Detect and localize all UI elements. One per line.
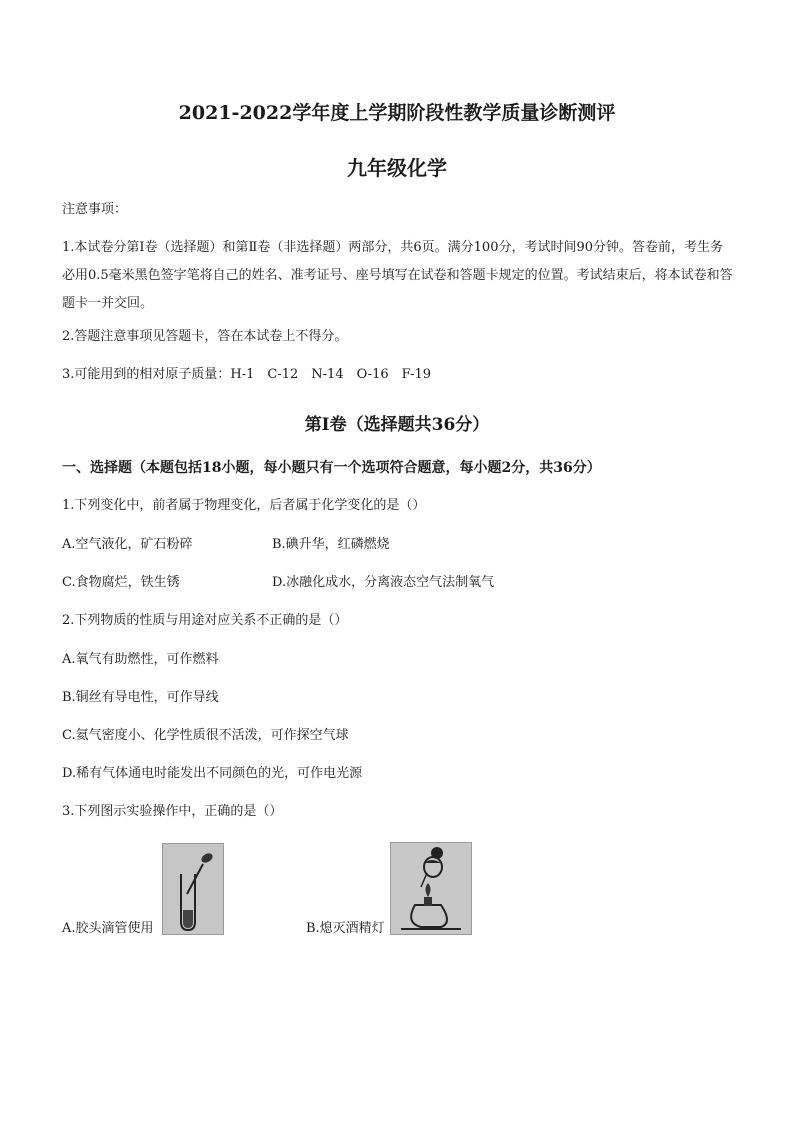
question-2-stem: 2.下列物质的性质与用途对应关系不正确的是（） bbox=[62, 613, 348, 628]
exam-subject: 九年级化学 bbox=[347, 156, 447, 180]
alcohol-lamp-icon bbox=[391, 843, 471, 934]
question-2-option-a: A.氧气有助燃性，可作燃料 bbox=[62, 652, 219, 667]
question-2-option-c: C.氦气密度小、化学性质很不活泼，可作探空气球 bbox=[62, 728, 349, 743]
alcohol-lamp-figure bbox=[390, 842, 472, 935]
question-3-option-b: B.熄灭酒精灯 bbox=[306, 921, 385, 936]
part-heading: 一、选择题（本题包括18小题，每小题只有一个选项符合题意，每小题2分，共36分） bbox=[62, 460, 601, 476]
question-2-option-b: B.铜丝有导电性，可作导线 bbox=[62, 690, 219, 705]
exam-title: 2021-2022学年度上学期阶段性教学质量诊断测评 bbox=[178, 102, 616, 124]
question-1-stem: 1.下列变化中，前者属于物理变化，后者属于化学变化的是（） bbox=[62, 498, 426, 513]
question-3-stem: 3.下列图示实验操作中，正确的是（） bbox=[62, 804, 283, 819]
notice-item-1: 1.本试卷分第Ⅰ卷（选择题）和第Ⅱ卷（非选择题）两部分，共6页。满分100分，考试时间90分钟。答卷前，考生务必用0.5毫米黑色签字笔将自己的姓名、准考证号、座号填写在试卷和答题卡规定的位置。考试结束后，将本试卷和答题卡一并交回。 bbox=[62, 240, 733, 311]
question-1-option-d: D.冰融化成水，分离液态空气法制氧气 bbox=[272, 575, 495, 590]
notice-heading: 注意事项： bbox=[62, 202, 128, 217]
section-title: 第Ⅰ卷（选择题共36分） bbox=[304, 415, 490, 435]
question-3-option-a: A.胶头滴管使用 bbox=[62, 921, 154, 936]
dropper-icon bbox=[163, 844, 223, 934]
notice-item-2: 2.答题注意事项见答题卡，答在本试卷上不得分。 bbox=[62, 329, 348, 344]
question-1-option-c: C.食物腐烂，铁生锈 bbox=[62, 575, 180, 590]
dropper-figure bbox=[162, 843, 224, 935]
question-1-option-a: A.空气液化，矿石粉碎 bbox=[62, 537, 193, 552]
notice-item-3: 3.可能用到的相对原子质量：H-1 C-12 N-14 O-16 F-19 bbox=[62, 367, 432, 382]
question-2-option-d: D.稀有气体通电时能发出不同颜色的光，可作电光源 bbox=[62, 766, 363, 781]
question-1-option-b: B.碘升华，红磷燃烧 bbox=[272, 537, 390, 552]
